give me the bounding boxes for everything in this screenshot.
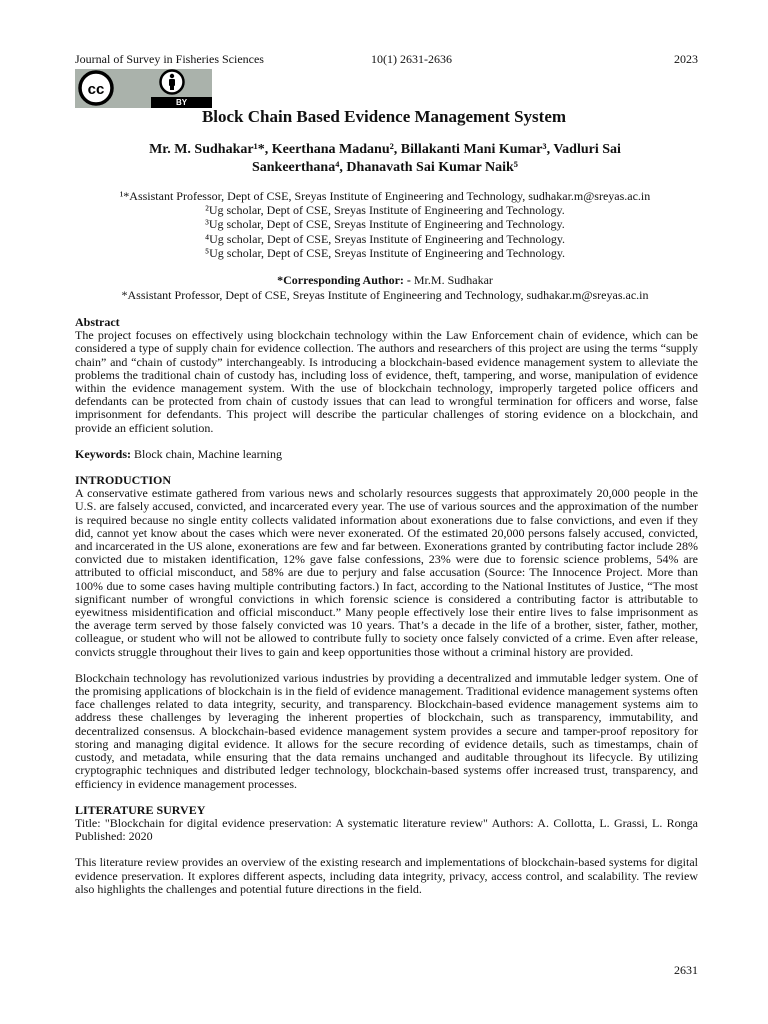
paper-title: Block Chain Based Evidence Management System [201, 107, 567, 126]
introduction-paragraph-1: A conservative estimate gathered from various news and scholarly resources suggests that approximately 20,000 people in the U.S. are falsely accused, convicted, and incarcerated every year. The use of various sources and the approximation of the number is required because no single entity collects validated information about exonerations due to false convictions, and even if they did, cannot yet know about the cases which were never exonerated. Of the estimated 20,000 persons falsely accused, convicted, and incarcerated in the US alone, exonerations are few and far between. Exonerations granted by contributing factor include 28% convicted due to mistaken identification, 12% gave false confessions, 23% were due to forensic science problems, 54% are attributed to official misconduct, and 58% are due to perjury and false accusation (Source: The Innocence Project. More than 100% due to some cases having multiple contributing factors.) In fact, according to the National Institutes of Justice, “The most significant number of wrongful convictions in which forensic science is considered a contributing factor is attributable to eyewitness misidentification and official misconduct.” Many people effectively lose their entire lives to false imprisonment as the average term served by those falsely convicted was 10 years. That’s a decade in the life of a brother, sister, father, mother, colleague, or student who will not be allowed to contribute fully to society once falsely convicted of a crime. Even after release, convicts struggle throughout their lives to gain and keep opportunities those without a criminal history are provided. [75, 486, 698, 659]
author-line-2: Sankeerthana⁴, Dhanavath Sai Kumar Naik⁵ [251, 160, 519, 175]
affiliation-2: ²Ug scholar, Dept of CSE, Sreyas Institute of Engineering and Technology. [205, 203, 565, 218]
affiliation-5: ⁵Ug scholar, Dept of CSE, Sreyas Institute of Engineering and Technology. [204, 245, 566, 260]
volume-pages: 10(1) 2631-2636 [371, 52, 452, 66]
author-list [100, 141, 670, 177]
abstract-heading: Abstract [75, 315, 120, 329]
author-line-1: Mr. M. Sudhakar¹*, Keerthana Madanu², Billakanti Mani Kumar³, Vadluri Sai [149, 142, 621, 157]
abstract-text: The project focuses on effectively using blockchain technology within the Law Enforcement chain of evidence, which can be considered a type of supply chain for evidence collection. The authors and researchers of this project are using the terms “supply chain” and “chain of custody” interchangeably. Is introducing a blockchain-based evidence management system to alleviate the problems the traditional chain of custody has, including loss of evidence, theft, tampering, and worse, manipulation of evidence within the evidence management system. With the use of blockchain technology, improperly targeted police officers and defendants can be protected from chain of custody issues that can lead to wrongful termination for officers and worse, false imprisonment for defendants. This project will describe the particular challenges of storing evidence on a blockchain, and provide an efficient solution. [75, 328, 698, 435]
literature-paragraph-1: This literature review provides an overview of the existing research and implementations of blockchain-based systems for digital evidence preservation. It explores different aspects, including data integrity, privacy, access control, and scalability. The review also highlights the challenges and potential future directions in the field. [75, 855, 698, 896]
affiliation-3: ³Ug scholar, Dept of CSE, Sreyas Institute of Engineering and Technology. [205, 217, 565, 232]
journal-name: Journal of Survey in Fisheries Sciences [75, 52, 264, 66]
keywords-value: Block chain, Machine learning [131, 446, 282, 461]
affiliation-4: ⁴Ug scholar, Dept of CSE, Sreyas Institute of Engineering and Technology. [204, 231, 566, 246]
keywords-label: Keywords: [75, 446, 131, 461]
corresponding-name: Mr.M. Sudhakar [410, 273, 493, 287]
introduction-heading: INTRODUCTION [75, 473, 172, 488]
paper-body [75, 316, 698, 896]
svg-text:cc: cc [87, 81, 105, 98]
page-number: 2631 [674, 963, 698, 977]
literature-citation: Title: "Blockchain for digital evidence preservation: A systematic literature review" Authors: A. Collotta, L. Grassi, L. Ronga Published: 2020 [75, 815, 698, 844]
keywords [75, 448, 698, 461]
publication-year: 2023 [674, 52, 698, 66]
cc-icon [78, 70, 114, 106]
attribution-person-icon [159, 69, 185, 95]
corresponding-label: *Corresponding Author: - [277, 273, 411, 287]
affiliation-1: ¹*Assistant Professor, Dept of CSE, Sreyas Institute of Engineering and Technology, sudhakar.m@sreyas.ac.in [119, 189, 651, 203]
corresponding-detail: *Assistant Professor, Dept of CSE, Sreyas Institute of Engineering and Technology, sudhakar.m@sreyas.ac.in [121, 288, 649, 302]
cc-by-license-badge [75, 69, 212, 108]
introduction-paragraph-2: Blockchain technology has revolutionized various industries by providing a decentralized and immutable ledger system. One of the promising applications of blockchain is in the field of evidence management. Traditional evidence management systems often face challenges related to data integrity, security, and transparency. Blockchain-based evidence management systems aim to address these challenges by leveraging the inherent properties of blockchain, such as transparency, immutability, and decentralized consensus. A blockchain-based evidence management system provides a secure and tamper-proof repository for storing and managing digital evidence. It allows for the secure recording of evidence details, such as timestamps, chain of custody, and metadata, while ensuring that the data remains unchanged and auditable throughout its lifecycle. By utilizing cryptographic techniques and distributed ledger technology, blockchain-based systems offer increased trust, transparency, and efficiency in evidence management processes. [75, 670, 698, 791]
by-label: BY [151, 97, 212, 108]
affiliations [60, 189, 710, 260]
corresponding-author [60, 273, 710, 303]
running-header [75, 52, 698, 68]
literature-survey-heading: LITERATURE SURVEY [75, 802, 206, 817]
